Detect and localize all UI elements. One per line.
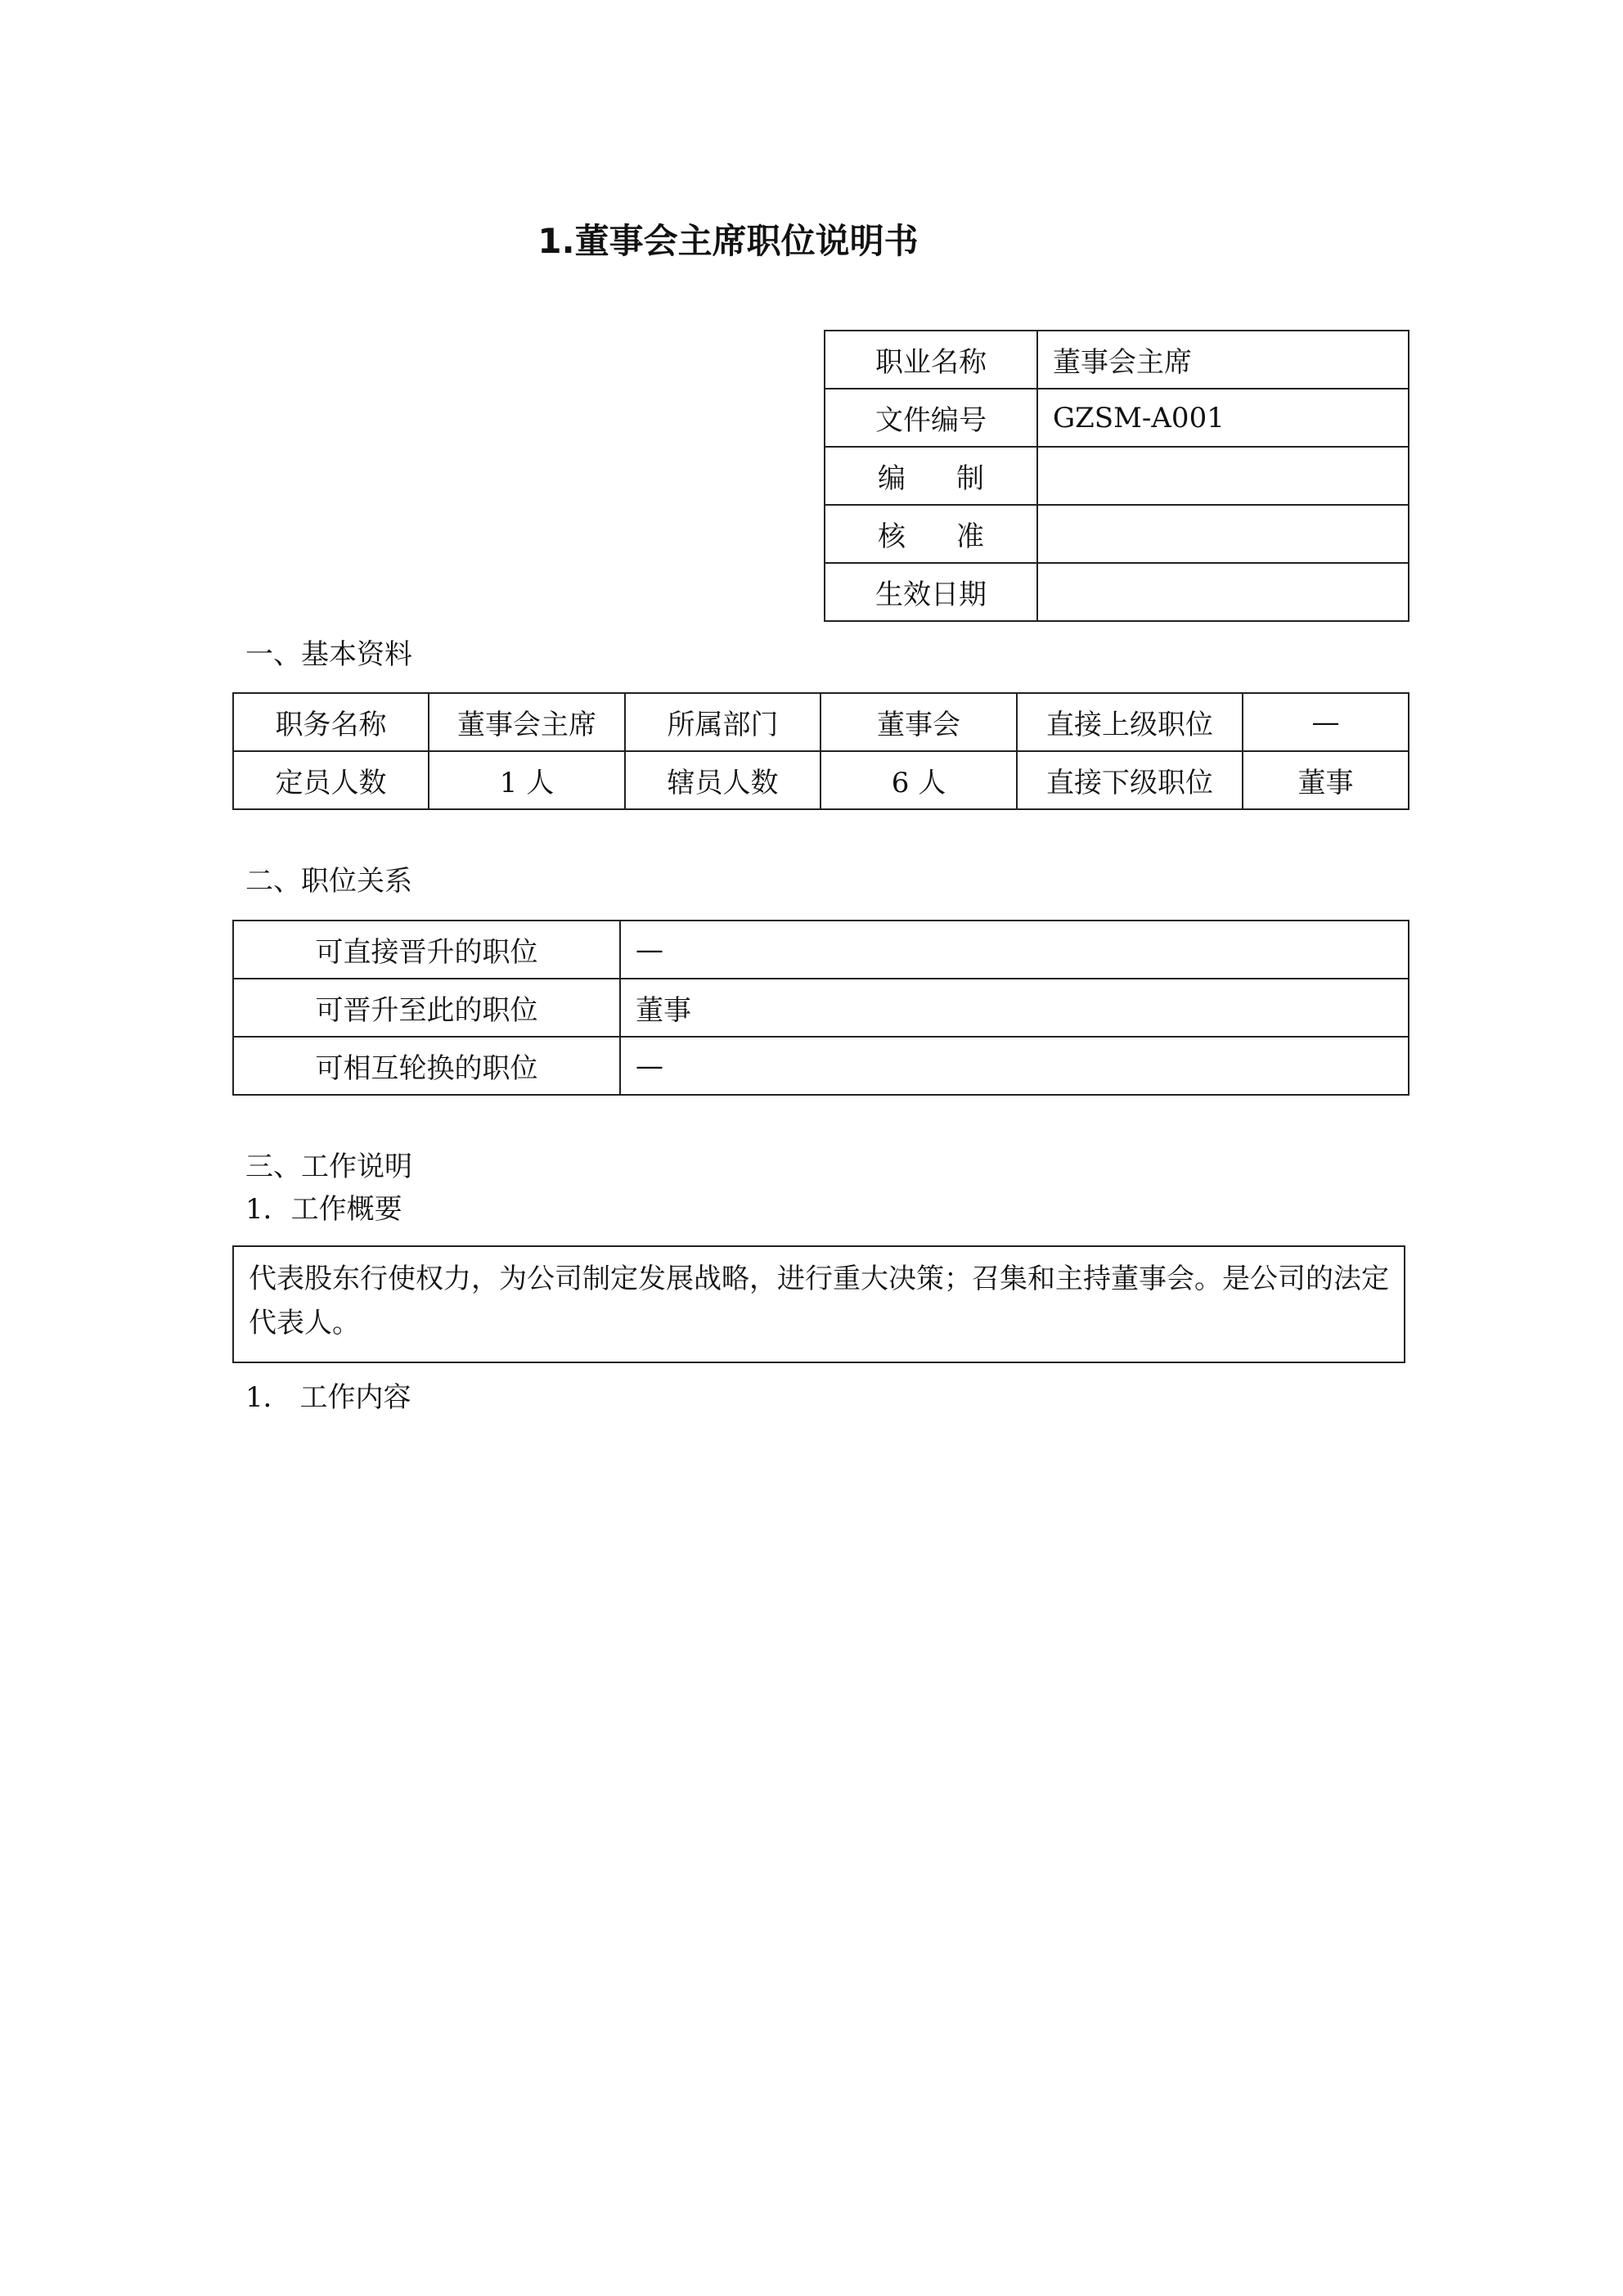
table-cell: 职务名称 bbox=[233, 693, 429, 751]
basic-info-table bbox=[232, 692, 1409, 810]
relation-value: — bbox=[620, 921, 1409, 979]
content-heading: 1． 工作内容 bbox=[245, 1381, 411, 1414]
table-cell: 辖员人数 bbox=[625, 751, 820, 809]
table-cell: 董事会 bbox=[820, 693, 1017, 751]
relations-table bbox=[232, 920, 1409, 1096]
label-char: 准 bbox=[956, 520, 984, 553]
relation-value: 董事 bbox=[620, 979, 1409, 1037]
table-row bbox=[825, 389, 1409, 447]
summary-text: 代表股东行使权力，为公司制定发展战略，进行重大决策；召集和主持董事会。是公司的法定代表人。 bbox=[249, 1263, 1389, 1339]
doc-info-value: GZSM-A001 bbox=[1037, 389, 1409, 447]
doc-info-label: 生效日期 bbox=[825, 563, 1037, 621]
table-row bbox=[233, 1037, 1409, 1095]
table-cell: 1 人 bbox=[429, 751, 625, 809]
table-cell: 直接下级职位 bbox=[1017, 751, 1243, 809]
section-relations-heading: 二、职位关系 bbox=[245, 865, 412, 898]
table-row bbox=[233, 921, 1409, 979]
doc-info-value bbox=[1037, 505, 1409, 563]
table-row bbox=[825, 331, 1409, 389]
table-cell: 董事会主席 bbox=[429, 693, 625, 751]
table-row bbox=[825, 447, 1409, 505]
table-cell: — bbox=[1243, 693, 1409, 751]
relation-value: — bbox=[620, 1037, 1409, 1095]
summary-box bbox=[232, 1245, 1405, 1363]
doc-info-label-compile bbox=[825, 447, 1037, 505]
table-row bbox=[825, 563, 1409, 621]
doc-info-value: 董事会主席 bbox=[1037, 331, 1409, 389]
table-row bbox=[233, 751, 1409, 809]
table-row bbox=[825, 505, 1409, 563]
table-cell: 所属部门 bbox=[625, 693, 820, 751]
table-row bbox=[233, 979, 1409, 1037]
document-title: 1.董事会主席职位说明书 bbox=[537, 221, 919, 261]
table-cell: 董事 bbox=[1243, 751, 1409, 809]
section-basic-heading: 一、基本资料 bbox=[245, 638, 412, 671]
doc-info-table bbox=[824, 330, 1409, 622]
doc-info-label: 职业名称 bbox=[825, 331, 1037, 389]
table-cell: 直接上级职位 bbox=[1017, 693, 1243, 751]
table-row bbox=[233, 693, 1409, 751]
relation-label: 可晋升至此的职位 bbox=[233, 979, 620, 1037]
doc-info-label: 文件编号 bbox=[825, 389, 1037, 447]
table-cell: 定员人数 bbox=[233, 751, 429, 809]
label-char: 编 bbox=[878, 462, 906, 495]
section-work-heading: 三、工作说明 bbox=[245, 1150, 412, 1183]
label-char: 核 bbox=[878, 520, 906, 553]
doc-info-value bbox=[1037, 447, 1409, 505]
relation-label: 可直接晋升的职位 bbox=[233, 921, 620, 979]
label-char: 制 bbox=[956, 462, 984, 495]
table-cell: 6 人 bbox=[820, 751, 1017, 809]
summary-heading: 1．工作概要 bbox=[245, 1193, 402, 1226]
relation-label: 可相互轮换的职位 bbox=[233, 1037, 620, 1095]
doc-info-value bbox=[1037, 563, 1409, 621]
doc-info-label-approve bbox=[825, 505, 1037, 563]
